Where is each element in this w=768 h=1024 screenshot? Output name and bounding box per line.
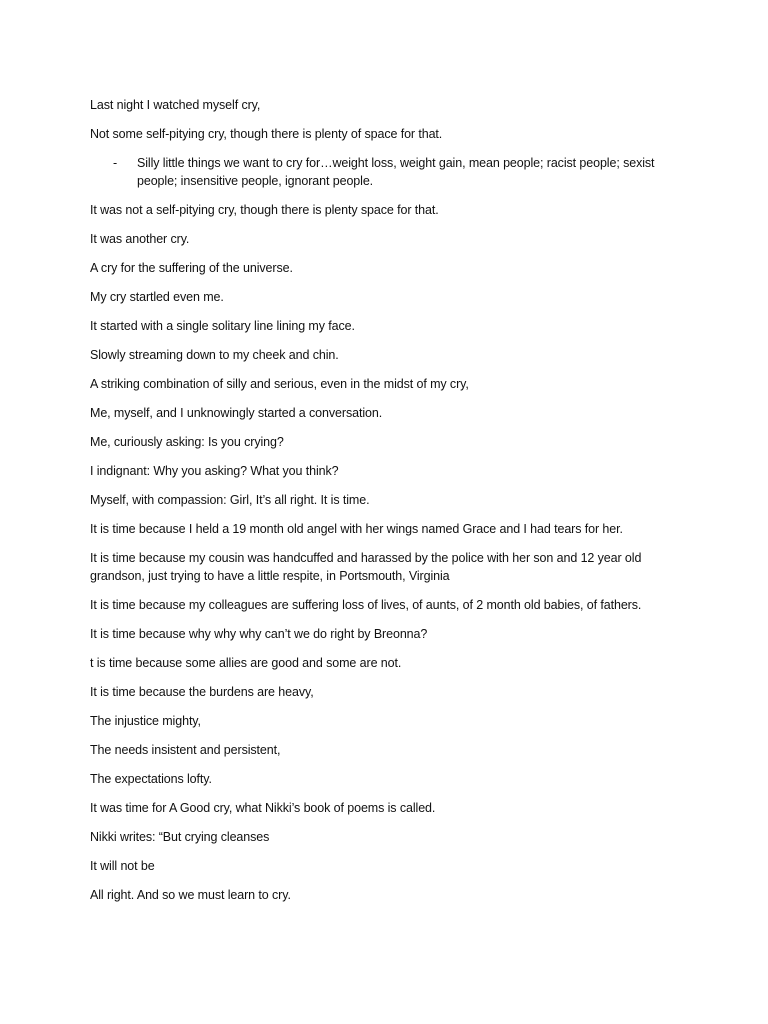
poem-line: It was another cry.	[90, 232, 190, 246]
bullet-item	[90, 154, 680, 190]
poem-line: I indignant: Why you asking? What you think?	[90, 464, 339, 478]
poem-line: It is time because my colleagues are suffering loss of lives, of aunts, of 2 month old babies, of fathers.	[90, 598, 642, 612]
poem-line: It will not be	[90, 859, 155, 873]
poem-line: A striking combination of silly and serious, even in the midst of my cry,	[90, 377, 469, 391]
poem-line: It is time because I held a 19 month old angel with her wings named Grace and I had tears for her.	[90, 522, 623, 536]
poem-line: All right. And so we must learn to cry.	[90, 888, 291, 902]
poem-line: It is time because the burdens are heavy,	[90, 685, 314, 699]
poem-line: Myself, with compassion: Girl, It’s all right. It is time.	[90, 493, 370, 507]
poem-line: Last night I watched myself cry,	[90, 98, 261, 112]
poem-line: A cry for the suffering of the universe.	[90, 261, 293, 275]
bullet-text: Silly little things we want to cry for…weight loss, weight gain, mean people; racist people; sexist people; insensitive people, ignorant people.	[137, 156, 655, 188]
poem-line: Slowly streaming down to my cheek and chin.	[90, 348, 339, 362]
poem-line: It is time because why why why can’t we do right by Breonna?	[90, 627, 428, 641]
poem-line: It started with a single solitary line lining my face.	[90, 319, 355, 333]
bullet-marker: -	[113, 156, 118, 170]
poem-line: The expectations lofty.	[90, 772, 212, 786]
poem-line: The needs insistent and persistent,	[90, 743, 281, 757]
poem-line: The injustice mighty,	[90, 714, 201, 728]
poem-line: Me, curiously asking: Is you crying?	[90, 435, 284, 449]
document-page	[90, 96, 680, 915]
poem-line: Nikki writes: “But crying cleanses	[90, 830, 270, 844]
poem-line: It is time because my cousin was handcuffed and harassed by the police with her son and 12 year old grandson, just trying to have a little respite, in Portsmouth, Virginia	[90, 551, 642, 583]
poem-line: t is time because some allies are good and some are not.	[90, 656, 402, 670]
poem-line: My cry startled even me.	[90, 290, 224, 304]
poem-line: Not some self-pitying cry, though there is plenty of space for that.	[90, 127, 443, 141]
poem-line: It was time for A Good cry, what Nikki’s book of poems is called.	[90, 801, 436, 815]
poem-line: Me, myself, and I unknowingly started a conversation.	[90, 406, 383, 420]
poem-line: It was not a self-pitying cry, though there is plenty space for that.	[90, 203, 439, 217]
